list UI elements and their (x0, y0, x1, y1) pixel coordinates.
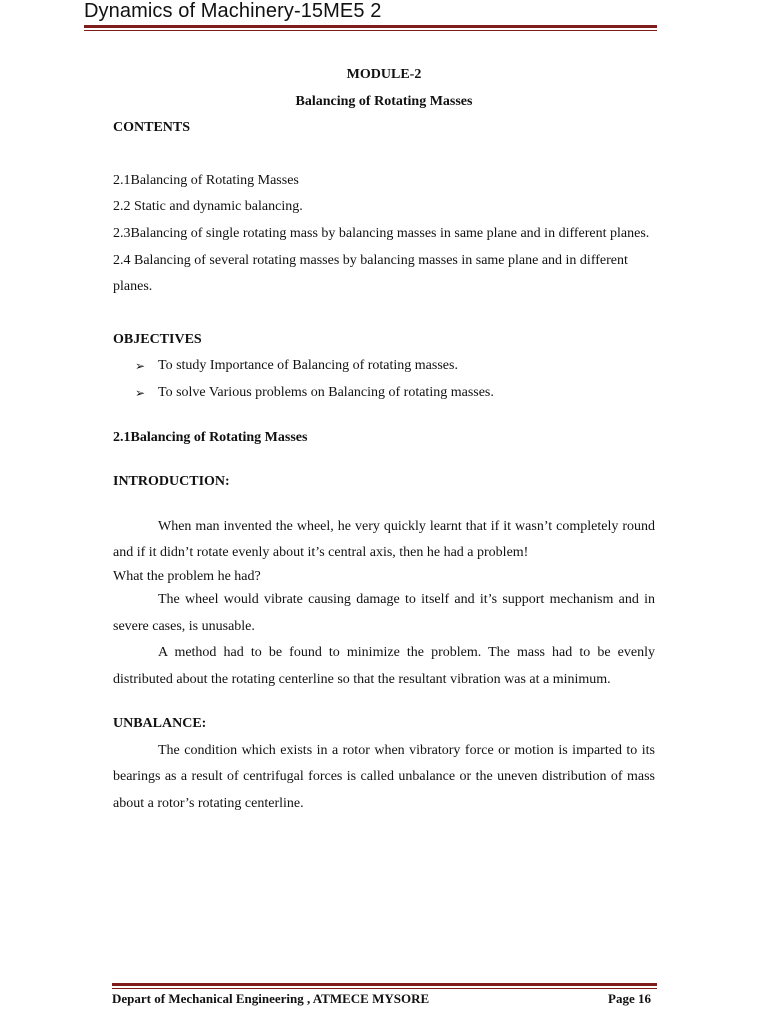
contents-item: 2.2 Static and dynamic balancing. (113, 199, 303, 215)
spacer (113, 301, 655, 327)
introduction-heading: INTRODUCTION: (113, 474, 230, 490)
intro-paragraph-3: A method had to be found to minimize the problem. The mass had to be evenly distributed about the rotating centerline so that the resultant vibration was at a minimum. (113, 645, 655, 687)
spacer (113, 451, 655, 469)
objectives-list (113, 353, 655, 406)
header-title: Dynamics of Machinery-15ME5 2 (84, 0, 382, 22)
contents-item: 2.1Balancing of Rotating Masses (113, 172, 299, 188)
section-heading: 2.1Balancing of Rotating Masses (113, 429, 308, 445)
spacer (113, 496, 655, 514)
module-subtitle: Balancing of Rotating Masses (295, 93, 473, 109)
arrow-bullet-icon: ➢ (135, 359, 146, 374)
objective-item (135, 380, 655, 407)
objectives-heading: OBJECTIVES (113, 331, 202, 347)
unbalance-paragraph: The condition which exists in a rotor when vibratory force or motion is imparted to its bearings as a result of centrifugal forces is called unbalance or the uneven distribution of mass about a rotor’s rotating centerline. (113, 742, 655, 812)
intro-paragraph-2: The wheel would vibrate causing damage to itself and it’s support mechanism and in severe cases, is unusable. (113, 591, 655, 634)
page-number: Page 16 (608, 991, 651, 1006)
spacer (113, 142, 655, 168)
contents-item: 2.4 Balancing of several rotating masses by balancing masses in same plane and in different planes. (113, 252, 628, 295)
contents-heading: CONTENTS (113, 120, 191, 136)
page-body (113, 62, 655, 818)
objective-item (135, 353, 655, 380)
spacer (113, 407, 655, 425)
header-rule (84, 25, 657, 28)
header-rule-thin (84, 30, 657, 31)
objective-text: To study Importance of Balancing of rotating masses. (158, 358, 458, 374)
contents-item: 2.3Balancing of single rotating mass by balancing masses in same plane and in different planes. (113, 225, 650, 241)
objective-text: To solve Various problems on Balancing of rotating masses. (158, 384, 494, 400)
footer-rule (112, 983, 657, 986)
footer-rule-thin (112, 988, 657, 989)
footer-department: Depart of Mechanical Engineering , ATMECE MYSORE (112, 991, 430, 1006)
intro-paragraph-1: When man invented the wheel, he very quickly learnt that if it wasn’t completely round and if it didn’t rotate evenly about it’s central axis, then he had a problem! (113, 518, 655, 561)
arrow-bullet-icon: ➢ (135, 385, 146, 400)
spacer (113, 693, 655, 711)
module-label: MODULE-2 (346, 67, 422, 82)
unbalance-heading: UNBALANCE: (113, 716, 207, 732)
intro-question: What the problem he had? (113, 568, 261, 584)
